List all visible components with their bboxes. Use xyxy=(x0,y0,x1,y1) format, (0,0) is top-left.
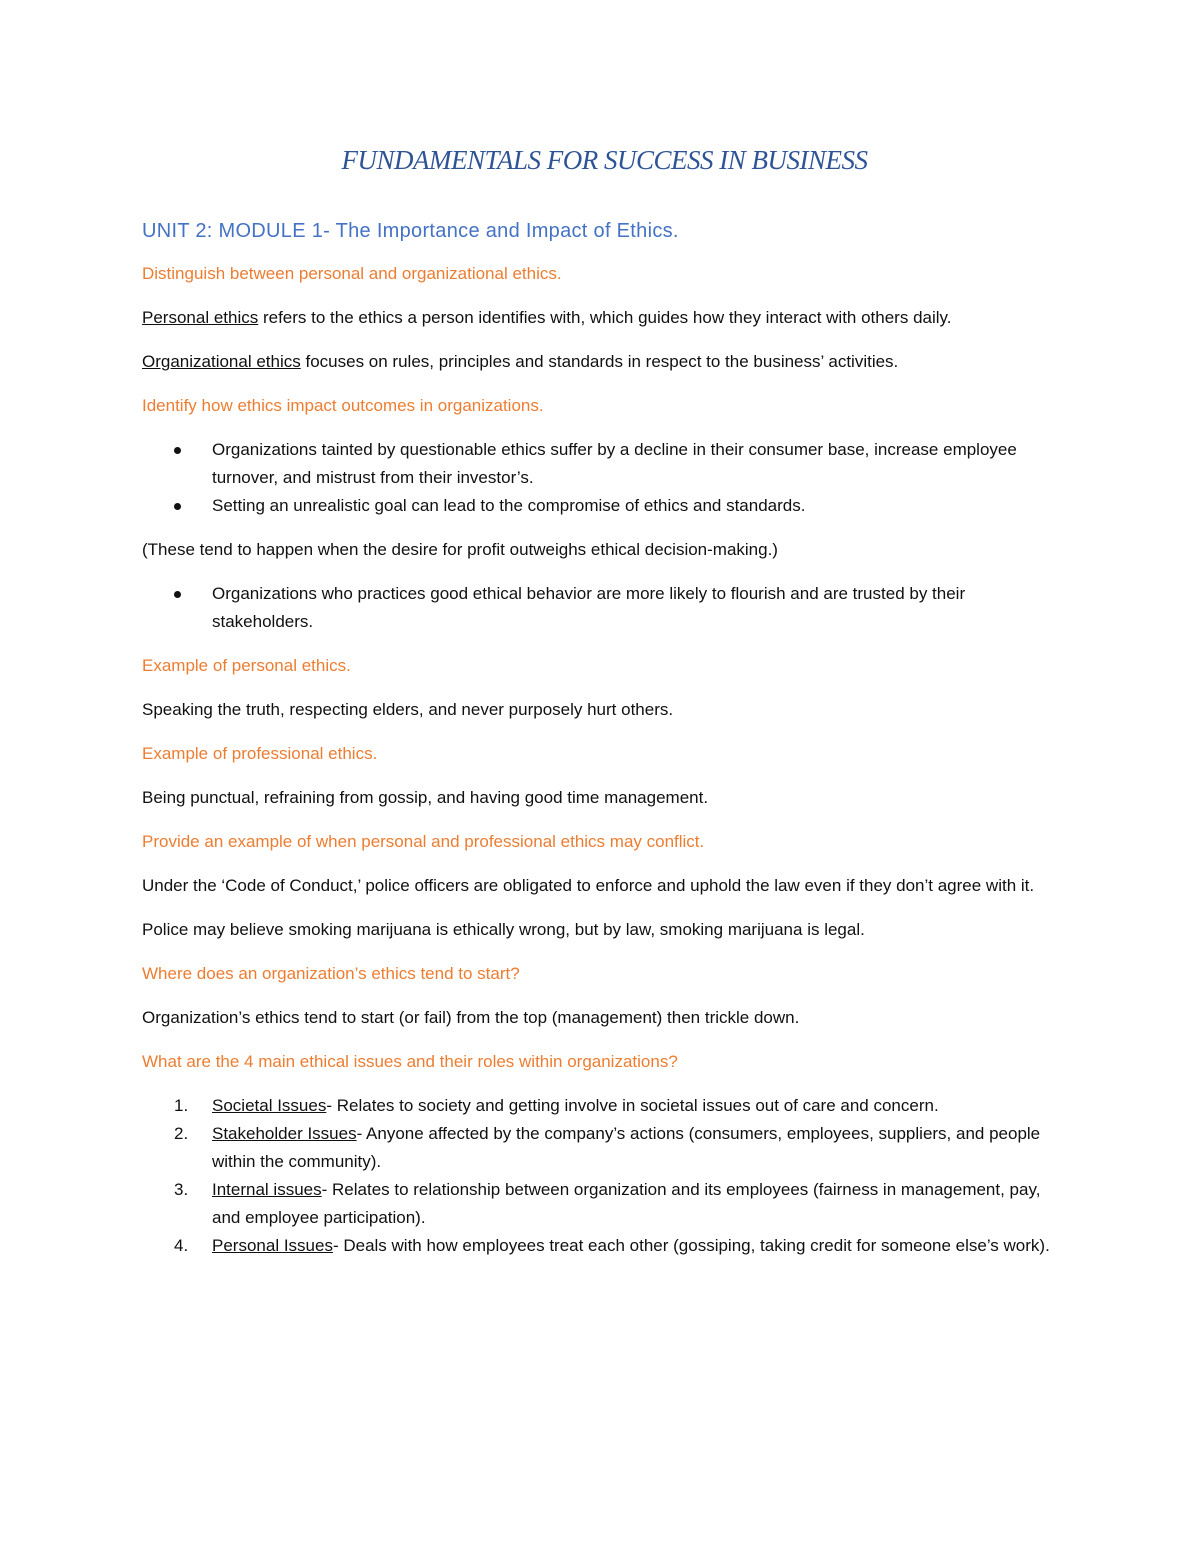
list-item xyxy=(142,1092,1067,1120)
answer-personal-example: Speaking the truth, respecting elders, and never purposely hurt others. xyxy=(142,700,674,719)
issue-term: Personal Issues xyxy=(212,1236,333,1255)
question-impact: Identify how ethics impact outcomes in organizations. xyxy=(142,396,544,415)
document-title: FUNDAMENTALS FOR SUCCESS IN BUSINESS xyxy=(341,145,868,175)
bullet-text: Organizations tainted by questionable ethics suffer by a decline in their consumer base, increase employee turnover, and mistrust from their investor’s. xyxy=(212,440,1017,487)
unit-heading: UNIT 2: MODULE 1- The Importance and Impact of Ethics. xyxy=(142,220,679,242)
document-content xyxy=(142,140,1067,1260)
answer-ethics-start: Organization’s ethics tend to start (or fail) from the top (management) then trickle down. xyxy=(142,1008,800,1027)
list-number: 2. xyxy=(174,1124,189,1143)
answer-conflict-2: Police may believe smoking marijuana is ethically wrong, but by law, smoking marijuana is legal. xyxy=(142,920,865,939)
personal-ethics-text: refers to the ethics a person identifies with, which guides how they interact with others daily. xyxy=(258,308,952,327)
list-number: 1. xyxy=(174,1096,189,1115)
answer-conflict-1: Under the ‘Code of Conduct,’ police officers are obligated to enforce and uphold the law even if they don’t agree with it. xyxy=(142,876,1035,895)
bullet-text: Organizations who practices good ethical behavior are more likely to flourish and are trusted by their stakeholders. xyxy=(212,584,966,631)
question-distinguish: Distinguish between personal and organizational ethics. xyxy=(142,264,562,283)
list-item xyxy=(142,436,1067,492)
list-number: 3. xyxy=(174,1180,189,1199)
organizational-ethics-term: Organizational ethics xyxy=(142,352,301,371)
ethical-issues-list xyxy=(142,1092,1067,1260)
question-professional-example: Example of professional ethics. xyxy=(142,744,378,763)
impact-note: (These tend to happen when the desire for profit outweighs ethical decision-making.) xyxy=(142,540,778,559)
issue-term: Internal issues xyxy=(212,1180,322,1199)
question-ethics-start: Where does an organization’s ethics tend to start? xyxy=(142,964,520,983)
list-item xyxy=(142,1120,1067,1176)
list-item xyxy=(142,1176,1067,1232)
issue-term: Stakeholder Issues xyxy=(212,1124,357,1143)
list-item xyxy=(142,580,1067,636)
question-personal-example: Example of personal ethics. xyxy=(142,656,351,675)
issue-text: - Anyone affected by the company’s actions (consumers, employees, suppliers, and people within the community). xyxy=(212,1124,1041,1171)
personal-ethics-definition xyxy=(142,304,1067,332)
issue-text: - Relates to society and getting involve in societal issues out of care and concern. xyxy=(326,1096,939,1115)
personal-ethics-term: Personal ethics xyxy=(142,308,259,327)
issue-text: - Deals with how employees treat each other (gossiping, taking credit for someone else’s work). xyxy=(332,1236,1050,1255)
bullet-icon xyxy=(174,503,181,510)
bullet-text: Setting an unrealistic goal can lead to the compromise of ethics and standards. xyxy=(212,496,806,515)
issue-term: Societal Issues xyxy=(212,1096,327,1115)
list-item xyxy=(142,492,1067,520)
question-ethical-issues: What are the 4 main ethical issues and their roles within organizations? xyxy=(142,1052,678,1071)
impact-bullet-list-2 xyxy=(142,580,1067,636)
question-conflict: Provide an example of when personal and professional ethics may conflict. xyxy=(142,832,705,851)
organizational-ethics-definition xyxy=(142,348,1067,376)
organizational-ethics-text: focuses on rules, principles and standards in respect to the business’ activities. xyxy=(300,352,899,371)
impact-bullet-list xyxy=(142,436,1067,520)
answer-professional-example: Being punctual, refraining from gossip, and having good time management. xyxy=(142,788,709,807)
bullet-icon xyxy=(174,591,181,598)
list-item xyxy=(142,1232,1067,1260)
list-number: 4. xyxy=(174,1236,189,1255)
issue-text: - Relates to relationship between organization and its employees (fairness in management, pay, and employee participation). xyxy=(212,1180,1041,1227)
bullet-icon xyxy=(174,447,181,454)
